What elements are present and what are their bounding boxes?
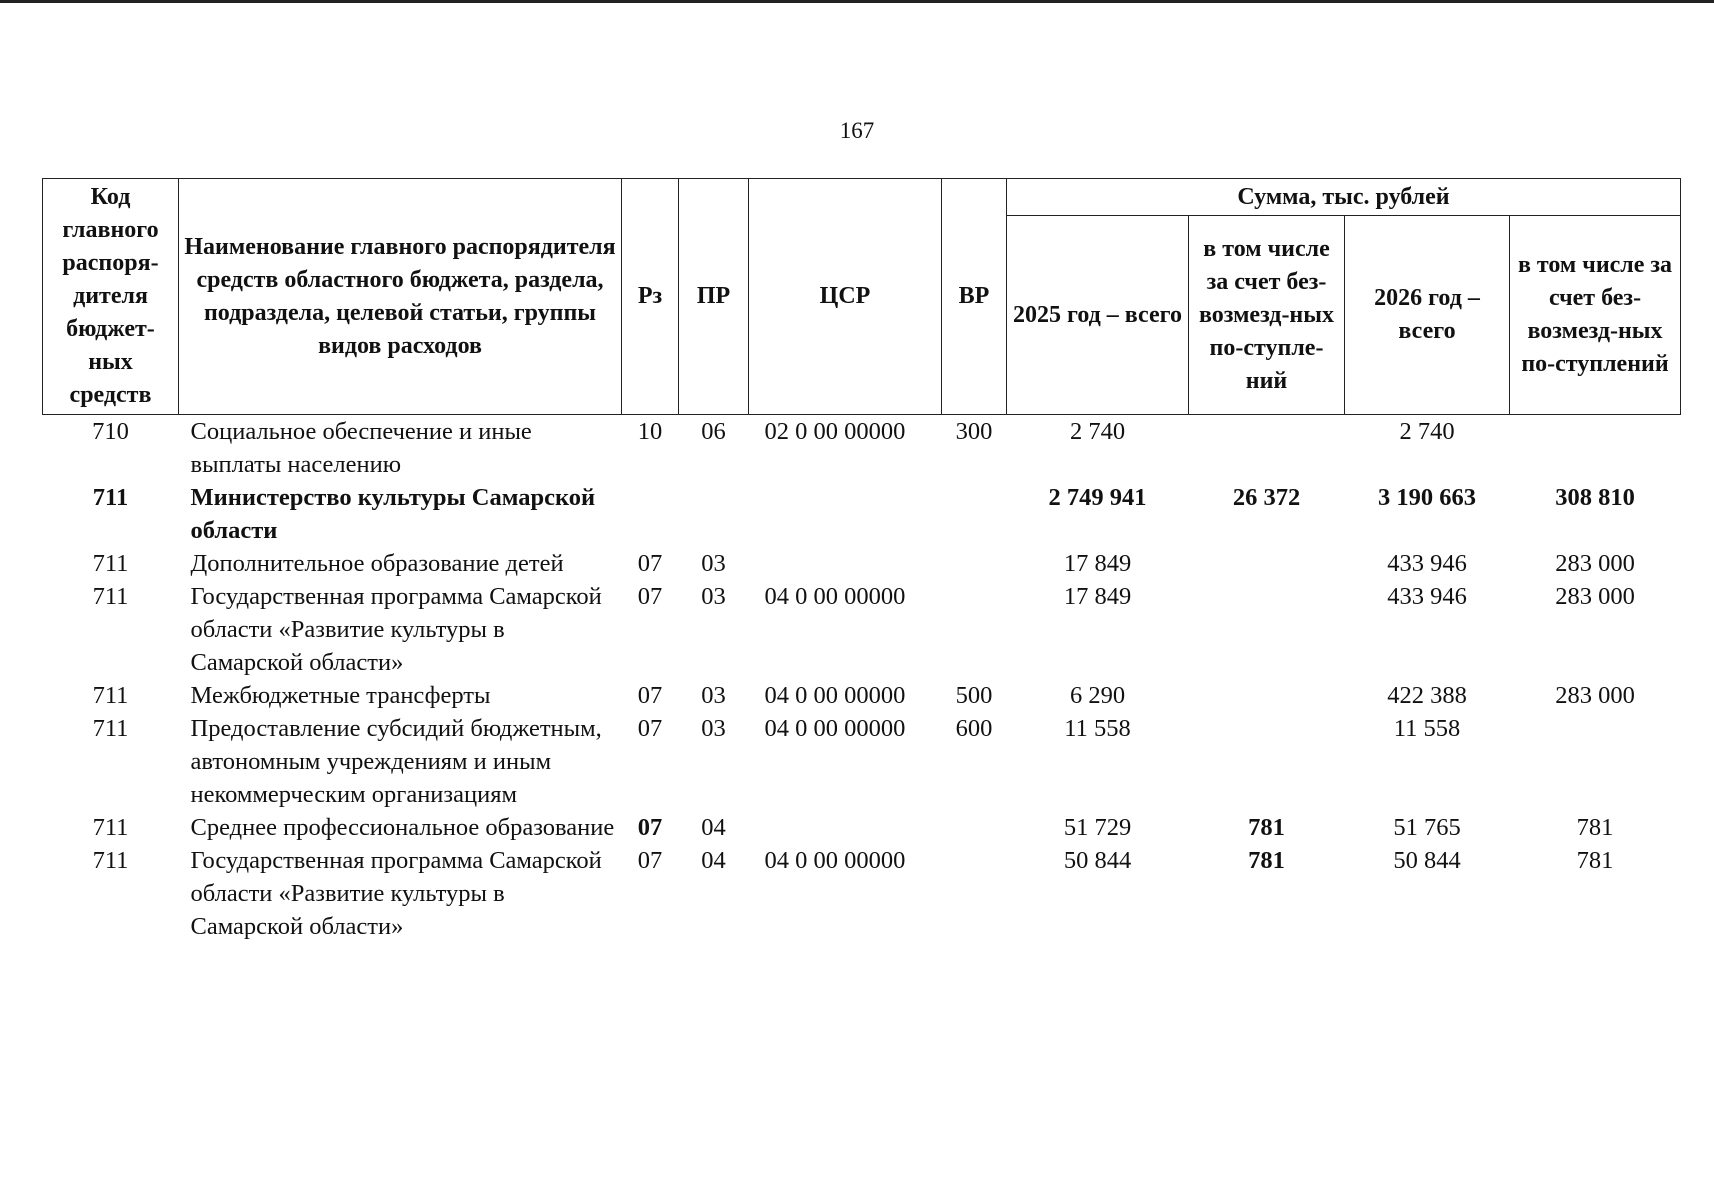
cell-2026-total: 422 388 (1387, 682, 1467, 709)
cell-pr (679, 481, 749, 547)
cell-name: Министерство культуры Самарской области (190, 484, 596, 544)
cell-name: Среднее профессиональное образование (190, 814, 615, 841)
table-body (43, 415, 1681, 944)
header-vr: ВР (942, 179, 1007, 415)
cell-rz: 07 (637, 814, 663, 841)
cell-name: Предоставление субсидий бюджетным, автономным учреждениям и иным некоммерческим организациям (190, 715, 602, 808)
cell-rz: 07 (637, 715, 663, 742)
top-rule (0, 0, 1714, 3)
cell-2025-total: 6 290 (1069, 682, 1126, 709)
table-row (43, 712, 1681, 811)
cell-name: Социальное обеспечение и иные выплаты населению (190, 418, 532, 478)
cell-code: 710 (92, 418, 129, 445)
table-row (43, 580, 1681, 679)
cell-2025-total: 2 749 941 (1048, 484, 1147, 511)
budget-table-container (42, 178, 1680, 943)
header-2026-total: 2026 год – всего (1345, 216, 1510, 415)
header-rz: Рз (622, 179, 679, 415)
cell-vr (942, 580, 1007, 679)
cell-rz: 07 (637, 847, 663, 874)
cell-2026-gratuitous: 283 000 (1555, 583, 1635, 610)
cell-vr (942, 844, 1007, 943)
header-2025-gratuitous: в том числе за счет без-возмезд-ных по-ступле-ний (1189, 216, 1345, 415)
cell-vr (942, 481, 1007, 547)
table-row (43, 679, 1681, 712)
cell-pr: 04 (701, 814, 726, 841)
cell-2025-gratuitous (1189, 580, 1345, 679)
page-number: 167 (839, 118, 875, 143)
table-row (43, 811, 1681, 844)
cell-rz (622, 481, 679, 547)
table-row (43, 415, 1681, 482)
cell-rz: 10 (637, 418, 663, 445)
cell-vr (942, 811, 1007, 844)
cell-rz: 07 (637, 550, 663, 577)
header-2025-total: 2025 год – всего (1007, 216, 1189, 415)
header-2026-gratuitous: в том числе за счет без-возмезд-ных по-ступлений (1510, 216, 1681, 415)
cell-pr: 03 (701, 682, 726, 709)
cell-vr: 500 (955, 682, 993, 709)
cell-code: 711 (92, 682, 129, 709)
cell-2026-gratuitous (1510, 712, 1681, 811)
header-csr: ЦСР (749, 179, 942, 415)
cell-2026-total: 433 946 (1387, 550, 1467, 577)
cell-2025-total: 17 849 (1063, 550, 1132, 577)
cell-2026-total: 2 740 (1399, 418, 1455, 445)
table-row (43, 547, 1681, 580)
header-pr: ПР (679, 179, 749, 415)
cell-csr (749, 547, 942, 580)
cell-2025-gratuitous (1189, 415, 1345, 482)
cell-2025-total: 17 849 (1063, 583, 1132, 610)
cell-2026-gratuitous: 283 000 (1555, 682, 1635, 709)
cell-pr: 03 (701, 583, 726, 610)
cell-name: Государственная программа Самарской области «Развитие культуры в Самарской области» (190, 583, 602, 676)
header-sum-group: Сумма, тыс. рублей (1007, 179, 1681, 216)
cell-csr: 04 0 00 00000 (764, 715, 906, 742)
cell-2025-gratuitous: 781 (1248, 814, 1285, 841)
cell-2025-total: 11 558 (1064, 715, 1131, 742)
cell-csr: 02 0 00 00000 (764, 418, 906, 445)
cell-csr: 04 0 00 00000 (764, 682, 906, 709)
cell-2026-total: 50 844 (1393, 847, 1461, 874)
cell-pr: 03 (701, 550, 726, 577)
cell-csr: 04 0 00 00000 (764, 847, 906, 874)
cell-code: 711 (92, 583, 129, 610)
cell-rz: 07 (637, 583, 663, 610)
cell-2025-total: 2 740 (1069, 418, 1126, 445)
cell-code: 711 (92, 847, 129, 874)
cell-rz: 07 (637, 682, 663, 709)
cell-2025-gratuitous (1189, 547, 1345, 580)
cell-csr: 04 0 00 00000 (764, 583, 906, 610)
cell-vr: 600 (955, 715, 993, 742)
cell-2026-gratuitous: 781 (1576, 814, 1614, 841)
cell-2026-total: 433 946 (1387, 583, 1467, 610)
cell-vr (942, 547, 1007, 580)
cell-2025-gratuitous: 781 (1248, 847, 1285, 874)
cell-name: Государственная программа Самарской области «Развитие культуры в Самарской области» (190, 847, 602, 940)
table-row-ministry (43, 481, 1681, 547)
cell-code: 711 (92, 550, 129, 577)
cell-2026-total: 3 190 663 (1378, 484, 1476, 511)
cell-2025-gratuitous (1189, 712, 1345, 811)
cell-pr: 04 (701, 847, 726, 874)
cell-2025-gratuitous (1189, 679, 1345, 712)
cell-name: Дополнительное образование детей (190, 550, 564, 577)
table-row (43, 844, 1681, 943)
cell-vr: 300 (955, 418, 993, 445)
cell-2026-gratuitous (1510, 415, 1681, 482)
cell-pr: 06 (701, 418, 726, 445)
cell-2026-gratuitous: 781 (1576, 847, 1614, 874)
cell-csr (749, 481, 942, 547)
header-code: Код главного распоря-дителя бюджет-ных средств (43, 179, 179, 415)
cell-2025-gratuitous: 26 372 (1232, 484, 1301, 511)
cell-pr: 03 (701, 715, 726, 742)
cell-code: 711 (92, 484, 129, 511)
cell-2026-total: 51 765 (1393, 814, 1461, 841)
cell-2025-total: 50 844 (1063, 847, 1132, 874)
cell-2025-total: 51 729 (1063, 814, 1132, 841)
budget-table (42, 178, 1681, 943)
cell-name: Межбюджетные трансферты (190, 682, 491, 709)
cell-code: 711 (92, 715, 129, 742)
cell-csr (749, 811, 942, 844)
cell-code: 711 (92, 814, 129, 841)
cell-2026-total: 11 558 (1393, 715, 1461, 742)
header-name: Наименование главного распорядителя средств областного бюджета, раздела, подраздела, целевой статьи, группы видов расходов (179, 179, 622, 415)
table-header (43, 179, 1681, 415)
cell-2026-gratuitous: 283 000 (1555, 550, 1635, 577)
cell-2026-gratuitous: 308 810 (1555, 484, 1635, 511)
